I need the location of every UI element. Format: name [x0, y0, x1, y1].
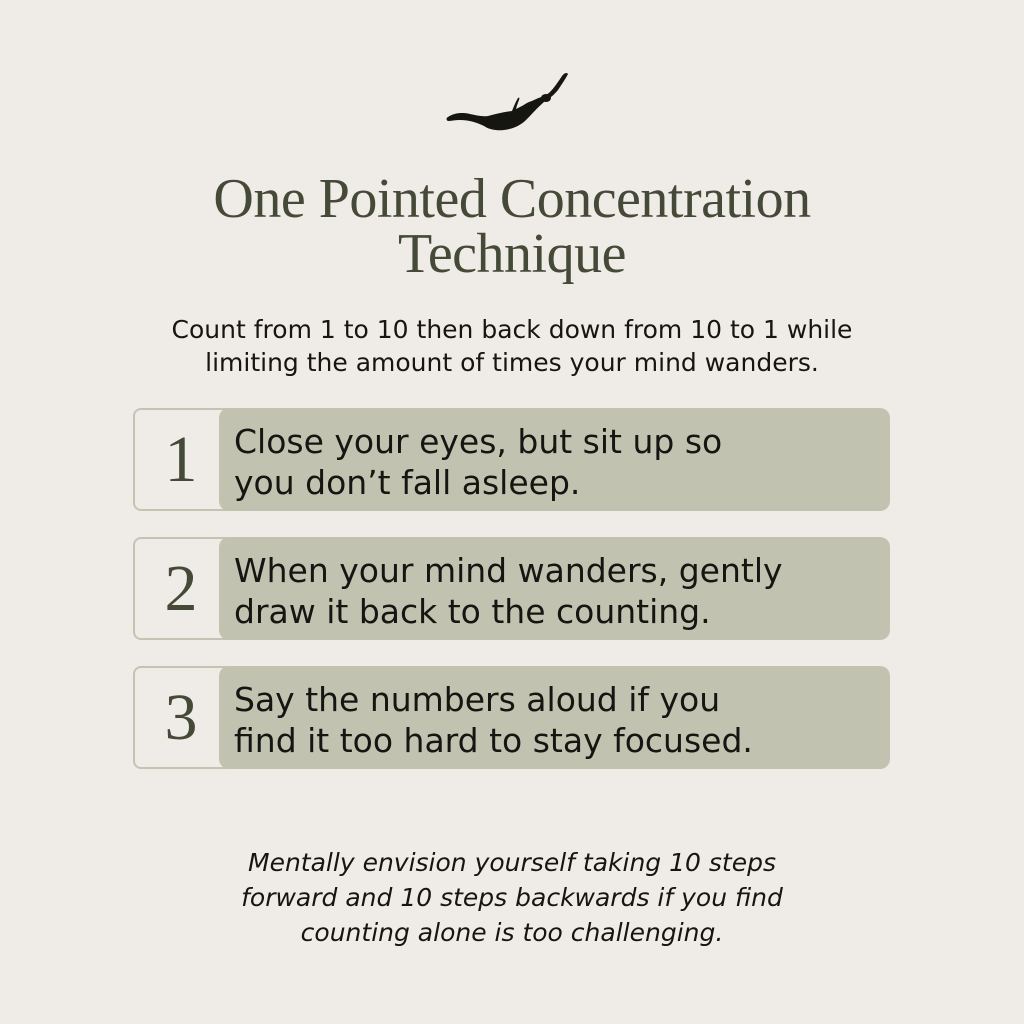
step-text-line-2: find it too hard to stay focused. [234, 721, 753, 760]
step-number: 3 [164, 681, 198, 754]
step-card-2 [133, 537, 890, 640]
footer-note-line-3: counting alone is too challenging. [300, 918, 724, 947]
step-number: 1 [164, 423, 198, 496]
step-text-line-2: draw it back to the counting. [234, 592, 711, 631]
page-title-line-1: One Pointed Concentration [213, 168, 811, 230]
intro-text-line-1: Count from 1 to 10 then back down from 10 to 1 while [171, 315, 853, 344]
step-text-line-2: you don’t fall asleep. [234, 463, 581, 502]
step-card-1 [133, 408, 890, 511]
step-number: 2 [164, 552, 198, 625]
footer-note-line-2: forward and 10 steps backwards if you find [241, 883, 783, 912]
footer-note-line-1: Mentally envision yourself taking 10 steps [248, 848, 776, 877]
step-text-line-1: When your mind wanders, gently [234, 551, 783, 590]
step-card-3 [133, 666, 890, 769]
intro-text-line-2: limiting the amount of times your mind wanders. [205, 348, 819, 377]
page-title-line-2: Technique [398, 223, 626, 285]
step-text-line-1: Say the numbers aloud if you [234, 680, 721, 719]
step-text-line-1: Close your eyes, but sit up so [234, 422, 723, 461]
diving-figure-icon [446, 70, 570, 132]
